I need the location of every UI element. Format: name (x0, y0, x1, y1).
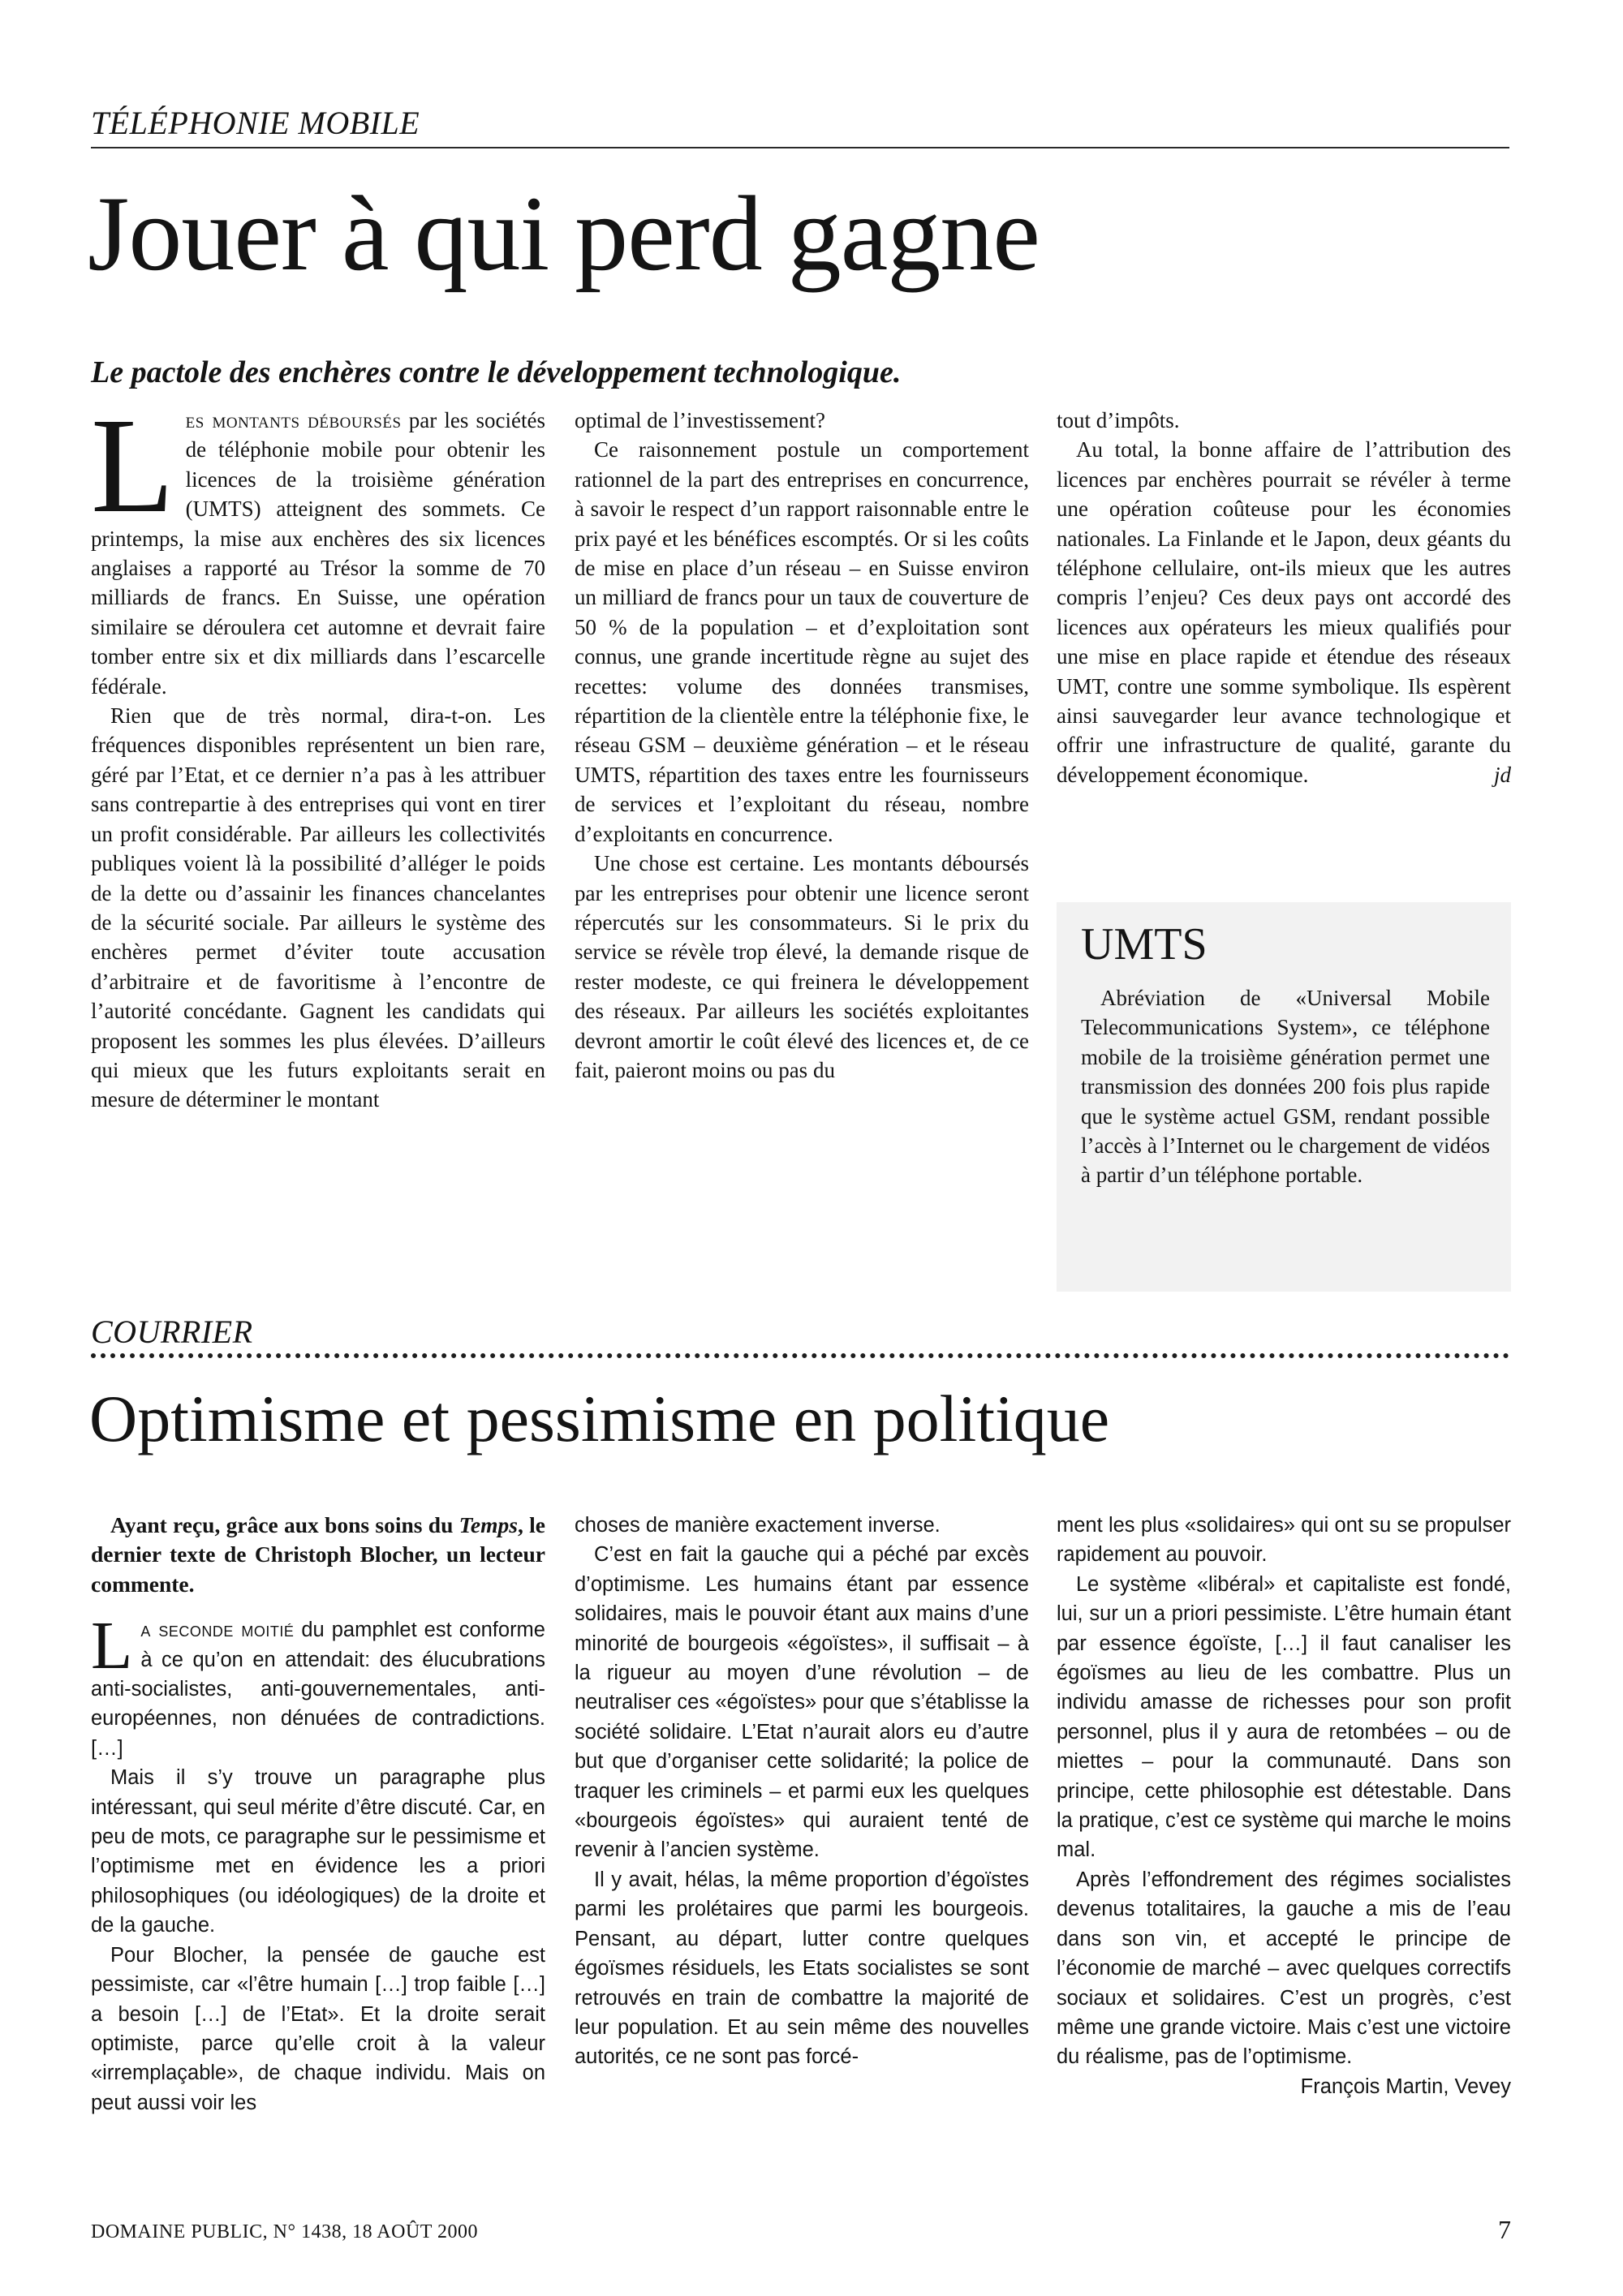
section-rule (91, 147, 1509, 148)
paragraph: C’est en fait la gauche qui a péché par excès d’optimisme. Les humains étant par essence solidaires, mais le pouvoir étant aux mains d’une minorité de bourgeois «égoïstes», il suffisait – à la rigueur au moyen d’une révolution – de neutraliser ces «égoïstes» pour que s’établisse la société solidaire. L’Etat n’aurait alors eu d’autre but que d’organiser cette solidarité; la police de traquer les criminels – et parmi eux les quelques «bourgeois égoïstes» qui auraient tenté de revenir à l’ancien système. (575, 1543, 1029, 1862)
article-column-2 (575, 406, 1029, 1085)
sidebar-text: Abréviation de «Universal Mobile Telecommunications System», ce téléphone mobile de la troisième génération permet une transmission des données 200 fois plus rapide que le système actuel GSM, rendant possible l’accès à l’Internet ou le chargement de vidéos à partir d’un téléphone portable. (1081, 986, 1490, 1188)
paragraph: Une chose est certaine. Les montants déboursés par les entreprises pour obtenir une licence seront répercutés sur les consommateurs. Si le prix du service se révèle trop élevé, la demande risque de rester modeste, ce qui freinera le développement des réseaux. Par ailleurs les sociétés exploitantes devront amortir le coût élevé des licences et, de ce fait, paieront moins ou pas du (575, 851, 1029, 1082)
paragraph: Au total, la bonne affaire de l’attribution des licences par enchères pourrait se révéler à terme une opération coûteuse pour les économies nationales. La Finlande et le Japon, deux géants du téléphone cellulaire, ont-ils mieux que les autres compris l’enjeu? Ces deux pays ont accordé des licences aux opérateurs les mieux qualifiés pour une mise en place rapide et étendue des réseaux UMT, contre une somme symbolique. Ils espèrent ainsi sauvegarder leur avance technologique et offrir une infrastructure de qualité, garante du développement économique. jd (1057, 435, 1511, 789)
paragraph: Ce raisonnement postule un comportement rationnel de la part des entreprises en concurrence, à savoir le respect d’un rapport raisonnable entre le prix payé et les bénéfices escomptés. Or si les coûts de mise en place d’un réseau – en Suisse environ un milliard de francs pour un taux de couverture de 50 % de la population – et d’exploitation sont connus, une grande incertitude règne au sujet des recettes: volume des données transmises, répartition de la clientèle entre la téléphonie fixe, le réseau GSM – deuxième génération – et le réseau UMTS, répartition des taxes entre les fournisseurs de services et l’exploitant du réseau, nombre d’exploitants en concurrence. (575, 437, 1029, 846)
paragraph: Rien que de très normal, dira-t-on. Les fréquences disponibles représentent un bien rare, géré par l’Etat, et ce dernier n’a pas à les attribuer sans contrepartie à des entreprises qui vont en tirer un profit considérable. Par ailleurs les collectivités publiques voient là la possibilité d’alléger le poids de la dette ou d’assainir les finances chancelantes de la sécurité sociale. Par ailleurs le système des enchères permet d’éviter toute accusation d’arbitraire et de favoritisme à l’encontre de l’autorité concédante. Gagnent les candidats qui proposent les sommes les plus élevées. D’ailleurs qui mieux que les futurs exploitants serait en mesure de déterminer le montant (91, 703, 545, 1112)
page-number: 7 (1498, 2215, 1511, 2244)
section-dotted-rule (91, 1353, 1509, 1358)
sidebar-box (1057, 902, 1511, 1292)
page-footer: DOMAINE PUBLIC, N° 1438, 18 AOÛT 2000 (91, 2221, 478, 2242)
paragraph: tout d’impôts. (1057, 408, 1180, 432)
lead-paragraph (91, 390, 545, 701)
paragraph: choses de manière exactement inverse. (575, 1514, 941, 1537)
lead-paragraph (91, 1608, 545, 1763)
newspaper-name: Temps (458, 1512, 518, 1537)
lead-text: du pamphlet est conforme à ce qu’on en attendait: des élucubrations anti-socialistes, anti-gouvernementales, anti-européennes, non dénuées de contradictions. […] (91, 1619, 545, 1760)
article-intro: Ayant reçu, grâce aux bons soins du Temps, le dernier texte de Christoph Blocher, un lecteur commente. (91, 1512, 545, 1597)
lead-in: es montants déboursés (185, 408, 402, 432)
sidebar-title: UMTS (1081, 919, 1208, 970)
paragraph: Il y avait, hélas, la même proportion d’égoïstes parmi les prolétaires que parmi les bourgeois. Pensant, au départ, lutter contre quelques égoïsmes résiduels, les Etats socialistes se sont retrouvés en train de combattre la majorité de leur population. Et au sein même des nouvelles autorités, ce ne sont pas forcé- (575, 1868, 1029, 2069)
section-rubric: TÉLÉPHONIE MOBILE (91, 105, 420, 141)
article-deck: Le pactole des enchères contre le développement technologique. (91, 355, 902, 389)
article-title: Jouer à qui perd gagne (88, 174, 1040, 293)
drop-cap: L (91, 390, 174, 541)
article-column-2 (575, 1511, 1029, 2072)
drop-cap: L (91, 1608, 133, 1684)
author-initials: jd (1493, 762, 1511, 787)
article-column-3 (1057, 406, 1511, 789)
paragraph: Le système «libéral» et capitaliste est fondé, lui, sur un a priori pessimiste. L’être humain étant par essence égoïste, […] il faut canaliser les égoïsmes au lieu de les combattre. Plus un individu amasse de richesses pour son profit personnel, plus il y aura de retombées – ou de miettes – pour la communauté. Dans son principe, cette philosophie est détestable. Dans la pratique, c’est ce système qui marche le moins mal. (1057, 1572, 1511, 1862)
article-title: Optimisme et pessimisme en politique (89, 1382, 1110, 1455)
lead-in: a seconde moitié (140, 1619, 295, 1642)
paragraph: Mais il s’y trouve un paragraphe plus intéressant, qui seul mérite d’être discuté. Car, en peu de mots, ce paragraphe sur le pessimisme et l’optimisme met en évidence les a priori philosophiques (ou idéologiques) de la droite et de la gauche. (91, 1766, 545, 1937)
article-column-1 (91, 390, 545, 1115)
paragraph: ment les plus «solidaires» qui ont su se propulser rapidement au pouvoir. (1057, 1514, 1511, 1567)
article-column-1 (91, 1511, 545, 2118)
paragraph: Pour Blocher, la pensée de gauche est pessimiste, car «l’être humain […] trop faible […] a besoin […] de l’Etat». Et la droite serait optimiste, parce qu’elle croit à la valeur «irremplaçable», de chaque individu. Mais on peut aussi voir les (91, 1943, 545, 2114)
lead-text: par les sociétés de téléphonie mobile pour obtenir les licences de la troisième génération (UMTS) atteignent des sommets. Ce printemps, la mise aux enchères des six licences anglaises a rapporté au Trésor la somme de 70 milliards de francs. En Suisse, une opération similaire se déroulera cet automne et devrait faire tomber entre six et dix milliards dans l’escarcelle fédérale. (91, 408, 545, 699)
paragraph: Après l’effondrement des régimes socialistes devenus totalitaires, la gauche a mis de l’eau dans son vin, et accepté le principe de l’économie de marché – avec quelques correctifs sociaux et solidaires. C’est un progrès, c’est même une grande victoire. Mais c’est une victoire du réalisme, pas de l’optimisme. (1057, 1868, 1511, 2069)
article-column-3 (1057, 1511, 1511, 2101)
paragraph: optimal de l’investissement? (575, 408, 825, 432)
letter-signature: François Martin, Vevey (1300, 2075, 1511, 2098)
section-rubric: COURRIER (91, 1314, 253, 1350)
